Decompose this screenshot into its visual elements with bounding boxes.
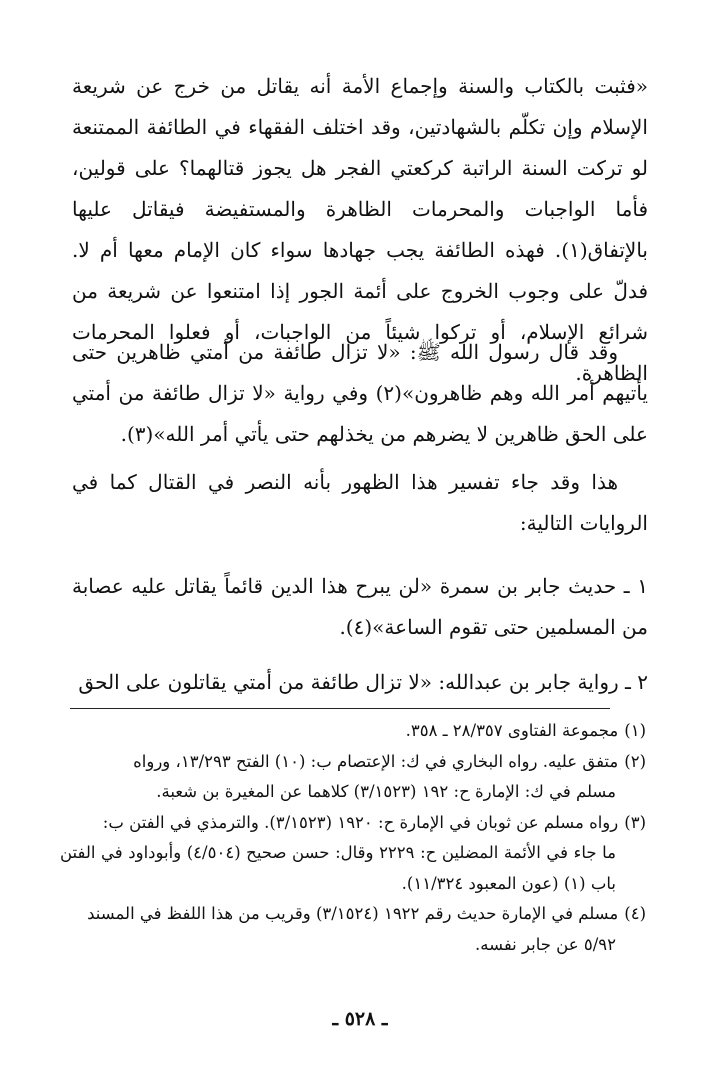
page-number: ـ ٥٢٨ ـ — [332, 1008, 388, 1030]
footnote-text: رواه مسلم عن ثوبان في الإمارة ح: ١٩٢٠ (٣/١٥٢٣). والترمذي في الفتن ب: — [102, 812, 619, 832]
footnote-number: (٣) — [624, 812, 646, 832]
footnote-continuation: ٥/٩٢ عن جابر نفسه. — [475, 934, 616, 954]
footnote-3 — [60, 808, 646, 900]
footnote-continuation: مسلم في ك: الإمارة ح: ١٩٢ (٣/١٥٢٣) كلاهما عن المغيرة بن شعبة. — [156, 782, 616, 801]
footnote-text: متفق عليه. رواه البخاري في ك: الإعتصام ب: (١٠) الفتح ١٣/٢٩٣، ورواه — [133, 751, 619, 771]
footnote-text: مجموعة الفتاوى ٢٨/٣٥٧ ـ ٣٥٨. — [405, 721, 619, 740]
paragraph-4-text: ١ ـ حديث جابر بن سمرة «لن يبرح هذا الدين قائماً يقاتل عليه عصابة من المسلمين حتى تقوم الساعة»(٤). — [72, 574, 648, 639]
footnote-4 — [60, 899, 646, 960]
footnote-number: (٢) — [624, 751, 646, 771]
paragraph-5-text: ٢ ـ رواية جابر بن عبدالله: «لا تزال طائفة من أمتي يقاتلون على الحق — [78, 670, 648, 694]
footnote-continuation: ما جاء في الأئمة المضلين ح: ٢٢٢٩ وقال: حسن صحيح (٤/٥٠٤) وأبوداود في الفتن باب (١) (عون المعبود ١١/٣٢٤). — [60, 843, 616, 893]
paragraph-1-text: «فثبت بالكتاب والسنة وإجماع الأمة أنه يقاتل من خرج عن شريعة الإسلام وإن تكلّم بالشهادتين، وقد اختلف الفقهاء في الطائفة الممتنعة لو تركت السنة الراتبة كركعتي الفجر هل يجوز قتالهما؟ على قولين، فأما الواجبات والمحرمات الظاهرة والمستفيضة فيقاتل عليها بالإتفاق(١). فهذه الطائفة يجب جهادها سواء كان الإمام معها أم لا. فدلّ على وجوب الخروج على أئمة الجور إذا امتنعوا عن شريعة من شرائع الإسلام، أو تركوا شيئاً من الواجبات، أو فعلوا المحرمات الظاهرة. — [72, 74, 648, 385]
paragraph-2-text: وقد قال رسول الله ﷺ: «لا تزال طائفة من أمتي ظاهرين حتى يأتيهم أمر الله وهم ظاهرون»(٢) وفي رواية «لا تزال طائفة من أمتي على الحق ظاهرين لا يضرهم من يخذلهم حتى يأتي أمر الله»(٣). — [72, 340, 648, 446]
footnote-divider — [70, 708, 610, 709]
footnote-number: (٤) — [624, 904, 646, 923]
paragraph-3 — [72, 462, 648, 544]
paragraph-3-text: هذا وقد جاء تفسير هذا الظهور بأنه النصر في القتال كما في الروايات التالية: — [72, 470, 648, 535]
paragraph-2 — [72, 332, 648, 455]
paragraph-5 — [72, 662, 648, 703]
footnote-number: (١) — [624, 721, 646, 740]
footnote-2 — [60, 747, 646, 808]
footnote-1 — [60, 716, 646, 747]
paragraph-4 — [72, 566, 648, 648]
footnotes — [60, 716, 646, 960]
footnote-text: مسلم في الإمارة حديث رقم ١٩٢٢ (٣/١٥٢٤) وقريب من هذا اللفظ في المسند — [87, 904, 619, 923]
